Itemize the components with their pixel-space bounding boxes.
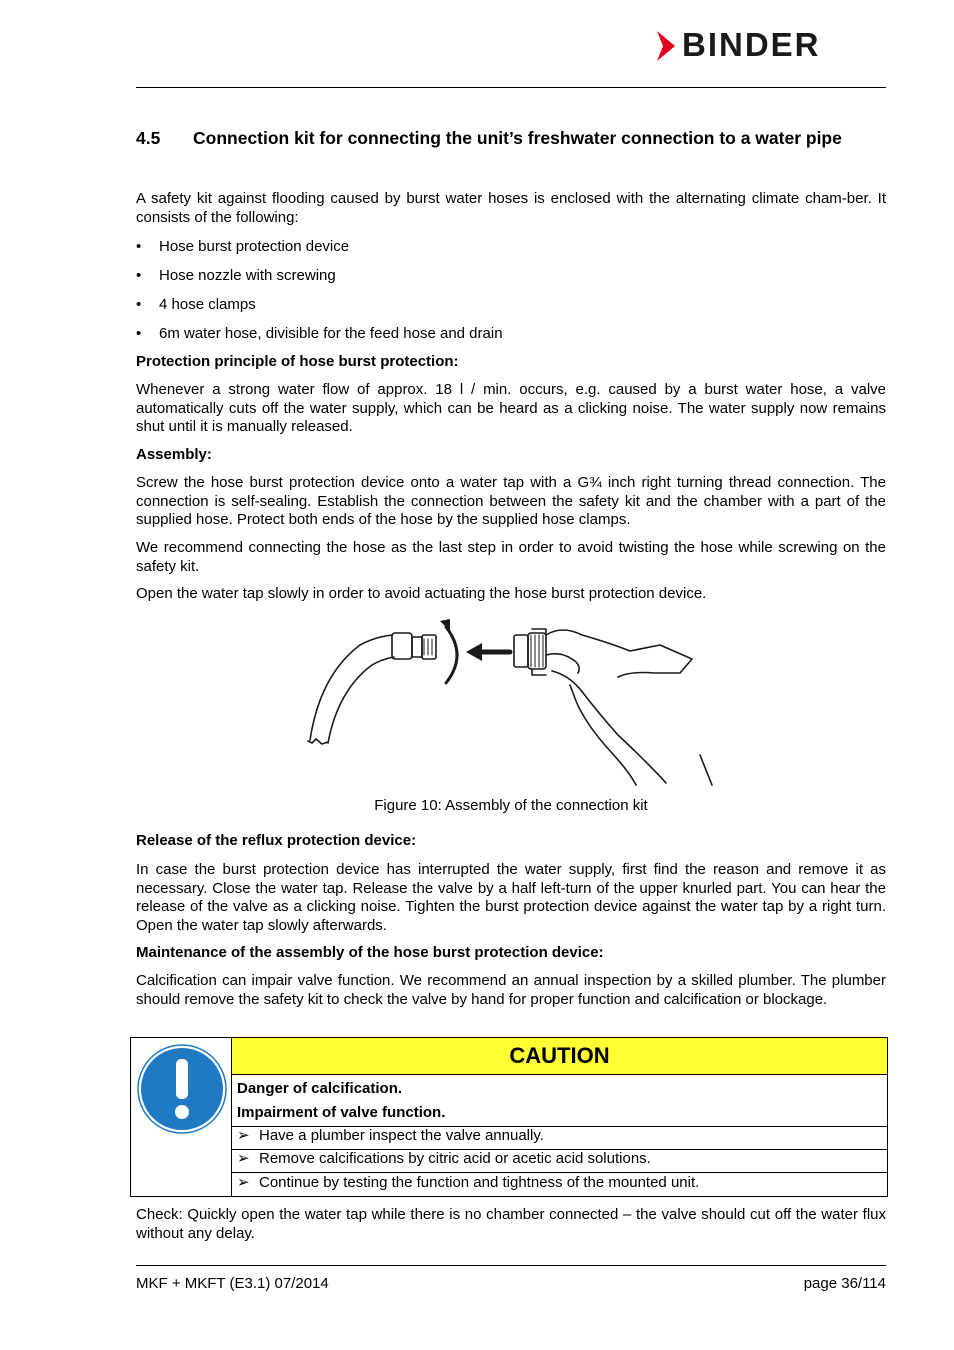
check-paragraph: Check: Quickly open the water tap while there is no chamber connected – the valve should cut off the water flux without any delay. <box>136 1206 886 1242</box>
logo-text: BINDER <box>682 26 821 63</box>
bullet-dot: • <box>136 325 142 342</box>
caution-divider <box>232 1149 887 1150</box>
bullet-dot: • <box>136 296 142 313</box>
caution-title: CAUTION <box>232 1038 887 1075</box>
caution-impairment: Impairment of valve function. <box>237 1104 446 1121</box>
binder-logo <box>655 26 887 63</box>
header-rule <box>136 87 886 88</box>
footer-document-id: MKF + MKFT (E3.1) 07/2014 <box>136 1275 329 1292</box>
protection-heading: Protection principle of hose burst protection: <box>136 353 459 370</box>
caution-action-text: Remove calcifications by citric acid or acetic acid solutions. <box>259 1150 651 1167</box>
list-item-text: Hose nozzle with screwing <box>159 267 336 284</box>
intro-paragraph: A safety kit against flooding caused by burst water hoses is enclosed with the alternating climate cham-ber. It consists of the following: <box>136 190 886 226</box>
list-item-text: 6m water hose, divisible for the feed hose and drain <box>159 325 503 342</box>
caution-action-text: Continue by testing the function and tightness of the mounted unit. <box>259 1174 700 1191</box>
figure-caption: Figure 10: Assembly of the connection kit <box>374 797 648 814</box>
footer-rule <box>136 1265 886 1266</box>
section-number: 4.5 <box>136 128 161 148</box>
maintenance-heading: Maintenance of the assembly of the hose burst protection device: <box>136 944 604 961</box>
caution-action-text: Have a plumber inspect the valve annually. <box>259 1127 544 1144</box>
maintenance-paragraph: Calcification can impair valve function. We recommend an annual inspection by a skilled plumber. The plumber should remove the safety kit to check the valve by hand for proper function and calcification or blockage. <box>136 972 886 1008</box>
caution-box <box>130 1037 888 1197</box>
arrow-bullet-icon: ➢ <box>237 1127 250 1144</box>
release-heading: Release of the reflux protection device: <box>136 832 417 849</box>
list-item-text: Hose burst protection device <box>159 238 350 255</box>
caution-divider <box>232 1126 887 1127</box>
bullet-dot: • <box>136 267 142 284</box>
logo-arrow-icon <box>655 30 677 62</box>
arrow-bullet-icon: ➢ <box>237 1150 250 1167</box>
release-paragraph: In case the burst protection device has interrupted the water supply, first find the reason and remove it as necessary. Close the water tap. Release the valve by a half left-turn of the upper knurled part. You can hear the release of the valve as a clicking noise. Tighten the burst protection device against the water tap by a right turn. Open the water tap slowly afterwards. <box>136 861 886 934</box>
exclamation-icon <box>136 1043 228 1135</box>
footer-page-number: page 36/114 <box>803 1275 886 1292</box>
arrow-bullet-icon: ➢ <box>237 1174 250 1191</box>
open-tap-paragraph: Open the water tap slowly in order to avoid actuating the hose burst protection device. <box>136 585 707 602</box>
bullet-dot: • <box>136 238 142 255</box>
assembly-paragraph: Screw the hose burst protection device onto a water tap with a G¾ inch right turning thread connection. The connection is self-sealing. Establish the connection between the safety kit and the chamber with a part of the supplied hose. Protect both ends of the hose by the supplied hose clamps. <box>136 474 886 528</box>
protection-paragraph: Whenever a strong water flow of approx. 18 l / min. occurs, e.g. caused by a burst water hose, a valve automatically cuts off the water supply, which can be heard as a clicking noise. The water supply now remains shut until it is manually released. <box>136 381 886 435</box>
connection-kit-illustration <box>300 615 720 787</box>
section-title: Connection kit for connecting the unit’s freshwater connection to a water pipe <box>193 128 842 148</box>
assembly-heading: Assembly: <box>136 446 212 463</box>
caution-danger: Danger of calcification. <box>237 1080 403 1097</box>
caution-icon-cell <box>131 1038 232 1196</box>
caution-divider <box>232 1172 887 1173</box>
list-item-text: 4 hose clamps <box>159 296 256 313</box>
recommend-paragraph: We recommend connecting the hose as the last step in order to avoid twisting the hose while screwing on the safety kit. <box>136 539 886 575</box>
